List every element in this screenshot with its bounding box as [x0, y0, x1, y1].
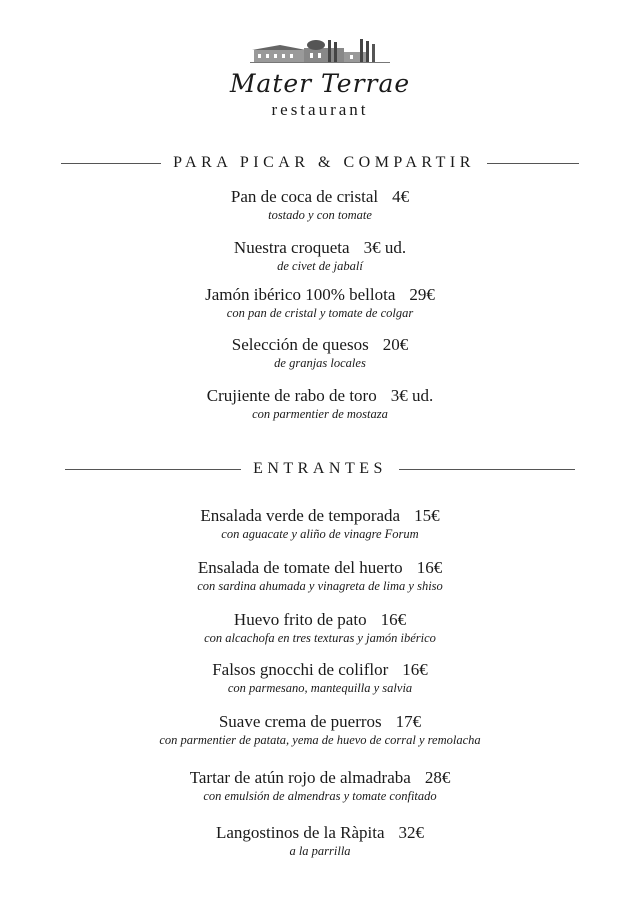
- menu-item-name: Suave crema de puerros: [218, 712, 382, 731]
- menu-item-line: [0, 712, 640, 732]
- menu-item-price: 3€ ud.: [363, 238, 407, 257]
- menu-item-line: [0, 285, 640, 305]
- section-title: ENTRANTES: [253, 460, 387, 477]
- menu-item-line: [0, 238, 640, 258]
- menu-item-price: 17€: [395, 712, 422, 731]
- section-header-entrantes: [0, 460, 640, 478]
- menu-item-price: 3€ ud.: [390, 386, 434, 405]
- divider: [65, 469, 241, 470]
- building-illustration-icon: [250, 38, 390, 64]
- menu-item: [0, 238, 640, 274]
- menu-item-price: 16€: [380, 610, 407, 629]
- divider: [61, 163, 161, 164]
- menu-item-name: Ensalada de tomate del huerto: [197, 558, 403, 577]
- menu-item: [0, 187, 640, 223]
- section-header-para-picar: [0, 154, 640, 172]
- menu-item-description: de civet de jabalí: [277, 259, 363, 273]
- menu-item-description: tostado y con tomate: [268, 208, 372, 222]
- menu-item-price: 20€: [382, 335, 409, 354]
- menu-item-line: [0, 660, 640, 680]
- menu-item-description: con alcachofa en tres texturas y jamón ibérico: [204, 631, 436, 645]
- menu-item-name: Pan de coca de cristal: [230, 187, 379, 206]
- menu-item-name: Huevo frito de pato: [233, 610, 367, 629]
- menu-item-description: con parmesano, mantequilla y salvia: [227, 681, 413, 695]
- menu-item-description: con aguacate y aliño de vinagre Forum: [221, 527, 419, 541]
- divider: [487, 163, 579, 164]
- menu-item: [0, 610, 640, 646]
- menu-item-price: 15€: [414, 506, 440, 525]
- menu-item-description: con parmentier de mostaza: [252, 407, 388, 421]
- menu-item-description: con pan de cristal y tomate de colgar: [226, 306, 414, 320]
- brand-name: Mater Terrae: [229, 69, 411, 98]
- menu-item-line: [0, 823, 640, 843]
- menu-item-line: [0, 335, 640, 355]
- menu-item-price: 29€: [409, 285, 435, 304]
- section-title: PARA PICAR & COMPARTIR: [173, 154, 475, 171]
- menu-item: [0, 823, 640, 859]
- menu-item-name: Ensalada verde de temporada: [200, 506, 401, 525]
- menu-item: [0, 386, 640, 422]
- menu-item-description: con sardina ahumada y vinagreta de lima y shiso: [197, 579, 443, 593]
- brand-subtitle: restaurant: [271, 100, 369, 119]
- menu-item: [0, 506, 640, 542]
- menu-item-price: 16€: [402, 660, 428, 679]
- restaurant-logo: [0, 38, 640, 120]
- menu-item-description: de granjas locales: [274, 356, 366, 370]
- menu-item: [0, 712, 640, 748]
- menu-item-price: 16€: [416, 558, 443, 577]
- menu-item-name: Jamón ibérico 100% bellota: [205, 285, 396, 304]
- menu-item-name: Selección de quesos: [231, 335, 369, 354]
- menu-item-line: [0, 610, 640, 630]
- menu-item-line: [0, 506, 640, 526]
- menu-item: [0, 285, 640, 321]
- menu-item-line: [0, 187, 640, 207]
- menu-item-price: 4€: [392, 187, 410, 206]
- menu-item: [0, 335, 640, 371]
- menu-item-line: [0, 768, 640, 788]
- divider: [399, 469, 575, 470]
- menu-item-name: Nuestra croqueta: [233, 238, 350, 257]
- menu-item-description: a la parrilla: [289, 844, 351, 858]
- menu-item: [0, 660, 640, 696]
- menu-item-line: [0, 558, 640, 578]
- menu-item-name: Langostinos de la Ràpita: [215, 823, 385, 842]
- menu-item: [0, 768, 640, 804]
- menu-item-price: 32€: [398, 823, 425, 842]
- menu-item: [0, 558, 640, 594]
- menu-item-description: con parmentier de patata, yema de huevo de corral y remolacha: [159, 733, 481, 747]
- menu-item-name: Tartar de atún rojo de almadraba: [189, 768, 411, 787]
- menu-item-description: con emulsión de almendras y tomate confitado: [203, 789, 437, 803]
- menu-item-line: [0, 386, 640, 406]
- menu-item-name: Crujiente de rabo de toro: [206, 386, 377, 405]
- menu-item-price: 28€: [424, 768, 451, 787]
- menu-item-name: Falsos gnocchi de coliflor: [212, 660, 389, 679]
